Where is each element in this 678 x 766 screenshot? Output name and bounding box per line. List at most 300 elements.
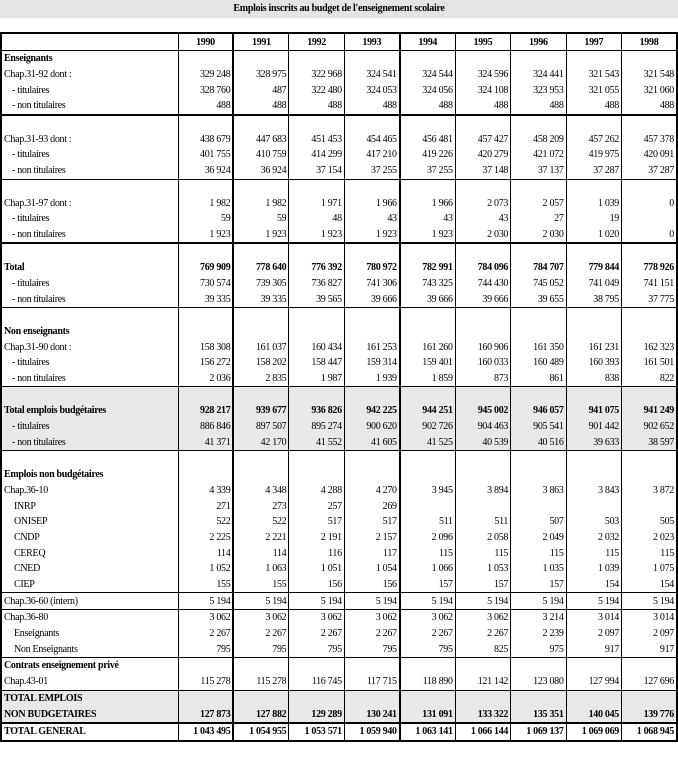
value-cell: 414 299 <box>289 147 344 163</box>
value-cell: 41 552 <box>289 435 344 451</box>
value-cell <box>400 387 455 403</box>
row-label: Enseignants <box>1 51 178 67</box>
value-cell <box>178 387 233 403</box>
value-cell: 37 255 <box>400 163 455 179</box>
value-cell: 3 014 <box>566 610 621 626</box>
value-cell: 488 <box>233 98 288 115</box>
value-cell <box>400 498 455 514</box>
value-cell: 1 987 <box>289 371 344 387</box>
value-cell: 4 270 <box>344 483 399 499</box>
value-cell <box>400 308 455 324</box>
value-cell <box>178 243 233 260</box>
value-cell: 1 052 <box>178 561 233 577</box>
value-cell: 902 726 <box>400 419 455 435</box>
row-label: Total emplois budgétaires <box>1 403 178 419</box>
value-cell: 2 058 <box>455 530 510 546</box>
year-header: 1996 <box>511 33 566 51</box>
value-cell: 115 <box>622 545 678 561</box>
value-cell: 1 039 <box>566 195 621 211</box>
value-cell <box>289 690 344 706</box>
table-row <box>1 723 677 741</box>
value-cell <box>178 451 233 467</box>
value-cell: 3 863 <box>511 483 566 499</box>
value-cell: 928 217 <box>178 403 233 419</box>
value-cell <box>566 467 621 483</box>
value-cell: 4 339 <box>178 483 233 499</box>
value-cell: 5 194 <box>566 593 621 610</box>
value-cell: 39 655 <box>511 291 566 307</box>
value-cell: 917 <box>622 641 678 657</box>
value-cell: 39 335 <box>233 291 288 307</box>
value-cell: 419 226 <box>400 147 455 163</box>
value-cell: 743 325 <box>400 276 455 292</box>
value-cell: 3 062 <box>178 610 233 626</box>
value-cell: 873 <box>455 371 510 387</box>
row-label: Chap.36-60 (intern) <box>1 593 178 610</box>
value-cell: 487 <box>233 82 288 98</box>
table-title: Emplois inscrits au budget de l'enseignement scolaire <box>0 0 678 18</box>
value-cell: 135 351 <box>511 706 566 723</box>
value-cell: 419 975 <box>566 147 621 163</box>
value-cell <box>289 51 344 67</box>
value-cell <box>233 387 288 403</box>
row-label: - non titulaires <box>1 163 178 179</box>
row-label: ONISEP <box>1 514 178 530</box>
table-row <box>1 243 677 260</box>
value-cell: 1 054 <box>344 561 399 577</box>
value-cell: 257 <box>289 498 344 514</box>
value-cell <box>455 387 510 403</box>
value-cell <box>344 387 399 403</box>
value-cell: 324 544 <box>400 67 455 83</box>
value-cell: 939 677 <box>233 403 288 419</box>
value-cell: 5 194 <box>511 593 566 610</box>
value-cell: 2 239 <box>511 626 566 642</box>
value-cell <box>289 115 344 132</box>
table-row <box>1 131 677 147</box>
row-label: - titulaires <box>1 276 178 292</box>
value-cell: 121 142 <box>455 674 510 690</box>
value-cell: 39 335 <box>178 291 233 307</box>
value-cell: 123 080 <box>511 674 566 690</box>
table-row <box>1 276 677 292</box>
value-cell: 905 541 <box>511 419 566 435</box>
value-cell: 488 <box>622 98 678 115</box>
value-cell <box>289 324 344 340</box>
value-cell <box>233 658 288 674</box>
table-row <box>1 211 677 227</box>
value-cell: 776 392 <box>289 260 344 276</box>
value-cell: 4 348 <box>233 483 288 499</box>
value-cell: 1 923 <box>289 227 344 244</box>
value-cell: 904 463 <box>455 419 510 435</box>
year-header: 1990 <box>178 33 233 51</box>
value-cell <box>289 179 344 195</box>
value-cell: 739 305 <box>233 276 288 292</box>
table-row <box>1 658 677 674</box>
row-label <box>1 451 178 467</box>
value-cell: 269 <box>344 498 399 514</box>
value-cell: 784 707 <box>511 260 566 276</box>
value-cell: 322 480 <box>289 82 344 98</box>
value-cell <box>566 51 621 67</box>
value-cell: 822 <box>622 371 678 387</box>
value-cell: 157 <box>400 577 455 593</box>
value-cell <box>566 115 621 132</box>
value-cell: 154 <box>622 577 678 593</box>
row-label: - non titulaires <box>1 371 178 387</box>
value-cell: 37 287 <box>622 163 678 179</box>
value-cell <box>511 387 566 403</box>
value-cell: 271 <box>178 498 233 514</box>
value-cell <box>566 658 621 674</box>
value-cell <box>622 387 678 403</box>
value-cell: 2 096 <box>400 530 455 546</box>
value-cell: 59 <box>233 211 288 227</box>
value-cell: 517 <box>289 514 344 530</box>
value-cell <box>455 308 510 324</box>
value-cell: 59 <box>178 211 233 227</box>
value-cell <box>511 308 566 324</box>
value-cell <box>511 658 566 674</box>
value-cell: 155 <box>233 577 288 593</box>
value-cell: 2 030 <box>455 227 510 244</box>
row-label: Chap.43-01 <box>1 674 178 690</box>
value-cell <box>566 179 621 195</box>
table-row <box>1 147 677 163</box>
table-row <box>1 195 677 211</box>
value-cell <box>178 690 233 706</box>
value-cell <box>233 467 288 483</box>
table-row <box>1 308 677 324</box>
value-cell: 273 <box>233 498 288 514</box>
value-cell: 160 434 <box>289 339 344 355</box>
value-cell: 2 191 <box>289 530 344 546</box>
value-cell <box>455 324 510 340</box>
value-cell: 2 097 <box>566 626 621 642</box>
value-cell: 0 <box>622 227 678 244</box>
header-label-cell <box>1 33 178 51</box>
value-cell <box>566 243 621 260</box>
value-cell: 3 062 <box>233 610 288 626</box>
value-cell: 2 097 <box>622 626 678 642</box>
value-cell <box>622 498 678 514</box>
value-cell: 779 844 <box>566 260 621 276</box>
value-cell: 116 745 <box>289 674 344 690</box>
row-label: Chap.31-93 dont : <box>1 131 178 147</box>
table-row <box>1 514 677 530</box>
value-cell: 1 923 <box>344 227 399 244</box>
value-cell: 5 194 <box>178 593 233 610</box>
table-row <box>1 451 677 467</box>
value-cell <box>622 211 678 227</box>
value-cell: 3 843 <box>566 483 621 499</box>
value-cell <box>344 451 399 467</box>
value-cell: 42 170 <box>233 435 288 451</box>
table-row <box>1 67 677 83</box>
value-cell: 1 035 <box>511 561 566 577</box>
value-cell: 19 <box>566 211 621 227</box>
row-label: Non Enseignants <box>1 641 178 657</box>
value-cell <box>233 451 288 467</box>
value-cell: 3 894 <box>455 483 510 499</box>
table-row <box>1 626 677 642</box>
value-cell <box>455 498 510 514</box>
value-cell: 511 <box>455 514 510 530</box>
value-cell: 795 <box>178 641 233 657</box>
value-cell: 780 972 <box>344 260 399 276</box>
row-label: Chap.36-80 <box>1 610 178 626</box>
value-cell: 40 539 <box>455 435 510 451</box>
table-row <box>1 530 677 546</box>
value-cell: 457 262 <box>566 131 621 147</box>
value-cell: 1 039 <box>566 561 621 577</box>
year-header: 1994 <box>400 33 455 51</box>
value-cell: 2 267 <box>233 626 288 642</box>
value-cell: 48 <box>289 211 344 227</box>
value-cell: 900 620 <box>344 419 399 435</box>
value-cell: 115 278 <box>178 674 233 690</box>
value-cell: 458 209 <box>511 131 566 147</box>
value-cell: 457 427 <box>455 131 510 147</box>
row-label: - titulaires <box>1 419 178 435</box>
value-cell <box>511 324 566 340</box>
value-cell: 5 194 <box>622 593 678 610</box>
value-cell <box>400 115 455 132</box>
value-cell: 3 014 <box>622 610 678 626</box>
table-row <box>1 324 677 340</box>
row-label: Chap.31-90 dont : <box>1 339 178 355</box>
value-cell: 159 314 <box>344 355 399 371</box>
value-cell <box>455 115 510 132</box>
row-label: - titulaires <box>1 355 178 371</box>
row-label: Enseignants <box>1 626 178 642</box>
value-cell <box>344 324 399 340</box>
value-cell <box>233 115 288 132</box>
value-cell: 745 052 <box>511 276 566 292</box>
table-row <box>1 561 677 577</box>
table-row <box>1 610 677 626</box>
value-cell: 1 066 <box>400 561 455 577</box>
value-cell: 1 939 <box>344 371 399 387</box>
table-row <box>1 98 677 115</box>
value-cell: 161 501 <box>622 355 678 371</box>
value-cell <box>622 308 678 324</box>
value-cell: 946 057 <box>511 403 566 419</box>
value-cell: 37 775 <box>622 291 678 307</box>
value-cell: 38 795 <box>566 291 621 307</box>
table-row <box>1 403 677 419</box>
row-label: NON BUDGETAIRES <box>1 706 178 723</box>
value-cell: 2 032 <box>566 530 621 546</box>
value-cell: 1 063 141 <box>400 723 455 741</box>
value-cell <box>622 51 678 67</box>
value-cell: 127 873 <box>178 706 233 723</box>
value-cell: 420 091 <box>622 147 678 163</box>
value-cell: 1 966 <box>344 195 399 211</box>
table-row <box>1 227 677 244</box>
value-cell: 39 633 <box>566 435 621 451</box>
value-cell: 1 075 <box>622 561 678 577</box>
value-cell: 321 548 <box>622 67 678 83</box>
value-cell <box>455 467 510 483</box>
value-cell: 1 068 945 <box>622 723 678 741</box>
row-label: TOTAL GENERAL <box>1 723 178 741</box>
value-cell: 1 063 <box>233 561 288 577</box>
value-cell: 410 759 <box>233 147 288 163</box>
value-cell: 3 214 <box>511 610 566 626</box>
row-label <box>1 243 178 260</box>
value-cell: 5 194 <box>455 593 510 610</box>
value-cell: 114 <box>178 545 233 561</box>
value-cell: 1 053 <box>455 561 510 577</box>
value-cell: 39 666 <box>344 291 399 307</box>
value-cell: 1 923 <box>178 227 233 244</box>
value-cell: 795 <box>400 641 455 657</box>
value-cell: 4 288 <box>289 483 344 499</box>
value-cell: 782 991 <box>400 260 455 276</box>
value-cell: 1 054 955 <box>233 723 288 741</box>
table-row <box>1 467 677 483</box>
value-cell: 162 323 <box>622 339 678 355</box>
row-label: TOTAL EMPLOIS <box>1 690 178 706</box>
table-row <box>1 355 677 371</box>
value-cell <box>400 690 455 706</box>
value-cell: 456 481 <box>400 131 455 147</box>
value-cell: 838 <box>566 371 621 387</box>
value-cell: 2 267 <box>455 626 510 642</box>
value-cell: 897 507 <box>233 419 288 435</box>
value-cell: 115 <box>511 545 566 561</box>
value-cell <box>622 179 678 195</box>
value-cell <box>511 498 566 514</box>
row-label: Chap.36-10 <box>1 483 178 499</box>
value-cell: 2 023 <box>622 530 678 546</box>
budget-table <box>0 32 678 742</box>
value-cell <box>344 467 399 483</box>
value-cell: 488 <box>178 98 233 115</box>
value-cell <box>344 243 399 260</box>
year-header: 1991 <box>233 33 288 51</box>
value-cell: 160 033 <box>455 355 510 371</box>
value-cell: 784 096 <box>455 260 510 276</box>
row-label: Emplois non budgétaires <box>1 467 178 483</box>
value-cell: 43 <box>400 211 455 227</box>
value-cell: 158 447 <box>289 355 344 371</box>
header-row <box>1 33 677 51</box>
value-cell <box>178 115 233 132</box>
value-cell <box>178 308 233 324</box>
value-cell <box>178 324 233 340</box>
row-label: - titulaires <box>1 211 178 227</box>
table-row <box>1 339 677 355</box>
table-row <box>1 179 677 195</box>
value-cell: 37 154 <box>289 163 344 179</box>
value-cell <box>289 308 344 324</box>
value-cell: 129 289 <box>289 706 344 723</box>
table-row <box>1 387 677 403</box>
value-cell: 741 306 <box>344 276 399 292</box>
value-cell <box>344 115 399 132</box>
value-cell <box>233 324 288 340</box>
value-cell: 154 <box>566 577 621 593</box>
value-cell <box>233 179 288 195</box>
value-cell: 795 <box>344 641 399 657</box>
value-cell: 1 069 069 <box>566 723 621 741</box>
value-cell <box>566 498 621 514</box>
value-cell: 5 194 <box>233 593 288 610</box>
value-cell: 36 924 <box>178 163 233 179</box>
value-cell: 2 049 <box>511 530 566 546</box>
value-cell: 522 <box>233 514 288 530</box>
row-label <box>1 308 178 324</box>
value-cell: 5 194 <box>289 593 344 610</box>
table-row <box>1 545 677 561</box>
row-label <box>1 115 178 132</box>
row-label: CNED <box>1 561 178 577</box>
value-cell: 43 <box>455 211 510 227</box>
value-cell <box>455 451 510 467</box>
value-cell <box>455 51 510 67</box>
value-cell <box>566 451 621 467</box>
value-cell <box>622 690 678 706</box>
row-label: Total <box>1 260 178 276</box>
value-cell <box>178 467 233 483</box>
value-cell: 328 760 <box>178 82 233 98</box>
value-cell: 417 210 <box>344 147 399 163</box>
value-cell: 451 453 <box>289 131 344 147</box>
value-cell: 160 489 <box>511 355 566 371</box>
row-label: - non titulaires <box>1 291 178 307</box>
value-cell: 3 872 <box>622 483 678 499</box>
value-cell: 2 267 <box>289 626 344 642</box>
value-cell: 3 062 <box>400 610 455 626</box>
value-cell: 744 430 <box>455 276 510 292</box>
value-cell <box>344 658 399 674</box>
year-header: 1992 <box>289 33 344 51</box>
value-cell: 975 <box>511 641 566 657</box>
value-cell <box>622 467 678 483</box>
table-row <box>1 371 677 387</box>
value-cell <box>400 243 455 260</box>
value-cell: 133 322 <box>455 706 510 723</box>
value-cell <box>289 658 344 674</box>
value-cell: 39 666 <box>455 291 510 307</box>
value-cell: 38 597 <box>622 435 678 451</box>
value-cell: 522 <box>178 514 233 530</box>
table-row <box>1 260 677 276</box>
table-row <box>1 706 677 723</box>
value-cell: 795 <box>233 641 288 657</box>
table-row <box>1 435 677 451</box>
table-row <box>1 163 677 179</box>
value-cell: 944 251 <box>400 403 455 419</box>
value-cell: 2 157 <box>344 530 399 546</box>
value-cell: 0 <box>622 195 678 211</box>
value-cell <box>233 51 288 67</box>
value-cell: 156 272 <box>178 355 233 371</box>
value-cell: 127 994 <box>566 674 621 690</box>
value-cell <box>511 690 566 706</box>
value-cell: 936 826 <box>289 403 344 419</box>
value-cell: 41 525 <box>400 435 455 451</box>
value-cell: 1 059 940 <box>344 723 399 741</box>
value-cell: 3 945 <box>400 483 455 499</box>
value-cell: 155 <box>178 577 233 593</box>
value-cell: 505 <box>622 514 678 530</box>
value-cell: 1 859 <box>400 371 455 387</box>
value-cell: 778 926 <box>622 260 678 276</box>
